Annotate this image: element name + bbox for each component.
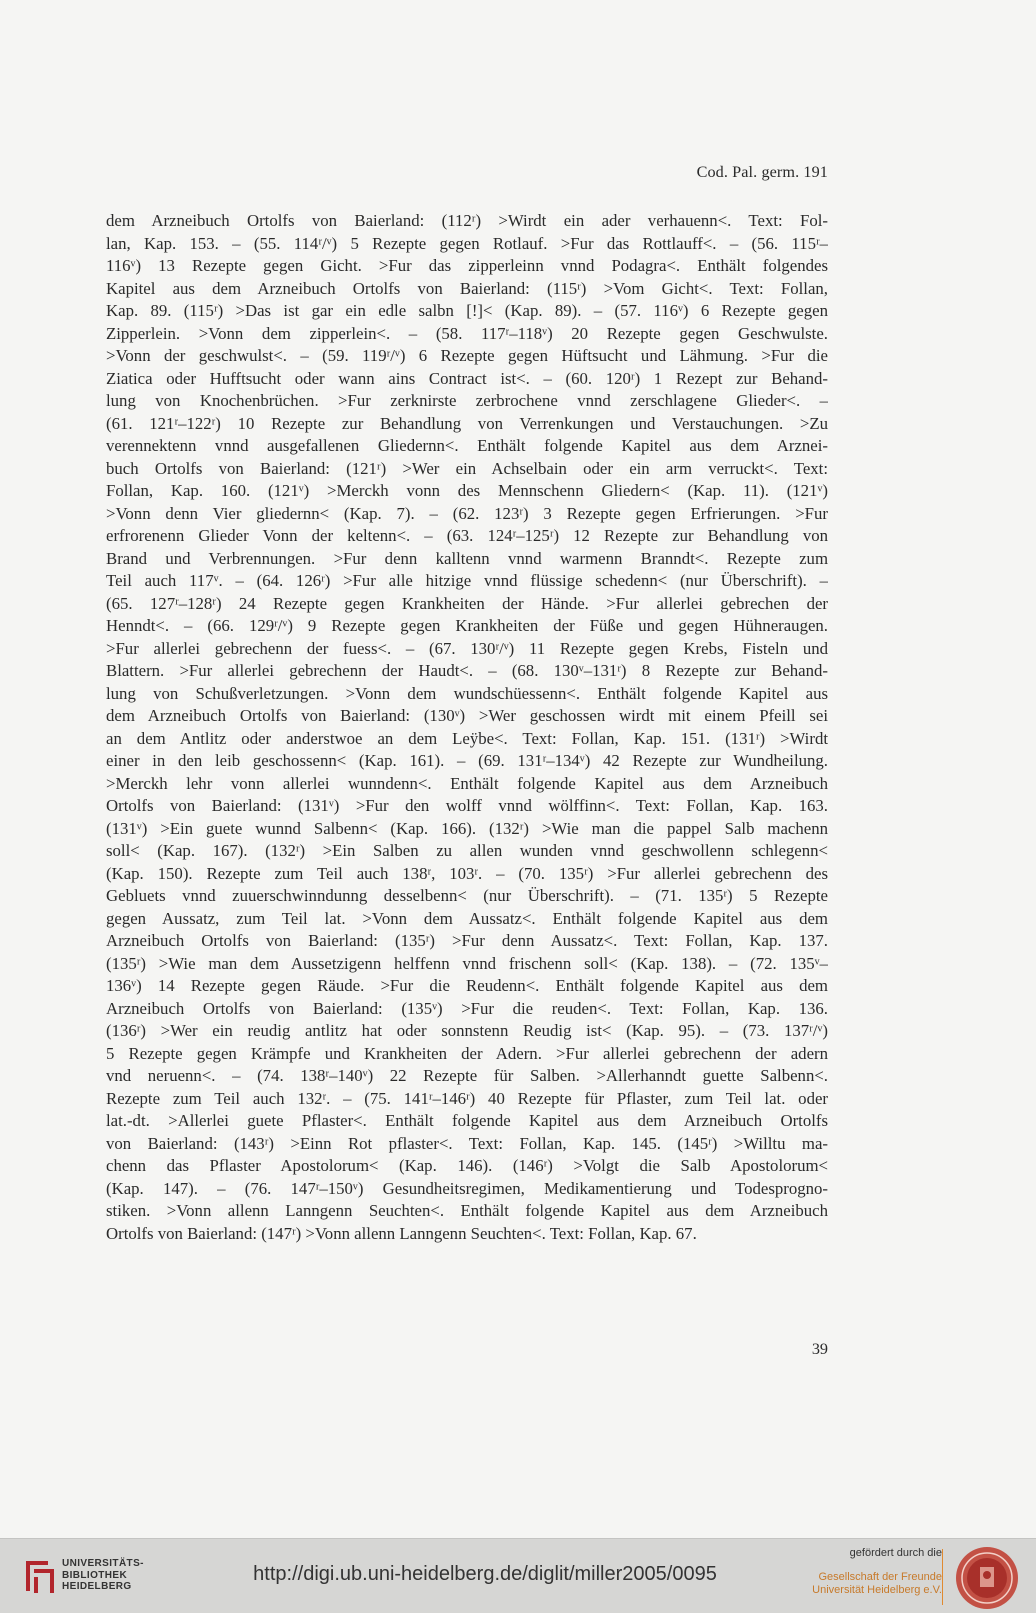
library-name-line: BIBLIOTHEK xyxy=(62,1569,128,1581)
text-line: Rezepte zum Teil auch 132ʳ. – (75. 141ʳ–146ʳ) 40 Rezepte für Pflaster, zum Teil lat. oder xyxy=(106,1088,828,1108)
library-name-line: HEIDELBERG xyxy=(62,1581,132,1592)
university-seal-icon xyxy=(954,1545,1020,1611)
text-line: stiken. >Vonn allenn Lanngenn Seuchten<. Enthält folgende Kapitel aus dem Arzneibuch xyxy=(106,1201,828,1220)
text-line: lung von Knochenbrüchen. >Fur zerknirste zerbrochene vnnd zerschlagene Glieder<. – xyxy=(106,391,828,410)
running-head: Cod. Pal. germ. 191 xyxy=(696,163,828,181)
text-line: soll< (Kap. 167). (132ʳ) >Ein Salben zu allen wunden vnnd geschwollenn schlegenn< xyxy=(106,841,828,860)
text-line: Arzneibuch Ortolfs von Baierland: (135ʳ) >Fur denn Aussatz<. Text: Follan, Kap. 137. xyxy=(106,931,828,950)
text-line: Kap. 89. (115ʳ) >Das ist gar ein edle salbn [!]< (Kap. 89). – (57. 116ᵛ) 6 Rezepte gegen xyxy=(106,301,828,320)
text-line: Brand und Verbrennungen. >Fur denn kalltenn vnnd warmenn Branndt<. Rezepte zum xyxy=(106,548,828,568)
text-line: lung von Schußverletzungen. >Vonn dem wundschüessenn<. Enthält folgende Kapitel aus xyxy=(106,683,828,703)
footer-bar xyxy=(0,1538,1036,1613)
body-text xyxy=(106,210,828,1245)
ub-heidelberg-logo-icon xyxy=(22,1557,58,1597)
text-line: lan, Kap. 153. – (55. 114ʳ/ᵛ) 5 Rezepte gegen Rotlauf. >Fur das Rottlauff<. – (56. 115ʳ– xyxy=(106,233,828,253)
text-line: (65. 127ʳ–128ʳ) 24 Rezepte gegen Krankheiten der Hände. >Fur allerlei gebrechen der xyxy=(106,593,828,613)
text-line: >Fur allerlei gebrechenn der fuess<. – (67. 130ʳ/ᵛ) 11 Rezepte gegen Krebs, Fisteln und xyxy=(106,638,828,658)
text-line: Arzneibuch Ortolfs von Baierland: (135ᵛ) >Fur die reuden<. Text: Follan, Kap. 136. xyxy=(106,998,828,1018)
text-line: einer in den leib geschossenn< (Kap. 161). – (69. 131ʳ–134ᵛ) 42 Rezepte zur Wundheilung. xyxy=(106,751,828,770)
text-line: von Baierland: (143ʳ) >Einn Rot pflaster<. Text: Follan, Kap. 145. (145ʳ) >Willtu ma- xyxy=(106,1133,828,1153)
text-line: 116ᵛ) 13 Rezepte gegen Gicht. >Fur das zipperleinn vnnd Podagra<. Enthält folgendes xyxy=(106,256,828,275)
funded-by-label: gefördert durch die xyxy=(849,1547,942,1559)
text-line: >Vonn der geschwulst<. – (59. 119ʳ/ᵛ) 6 Rezepte gegen Hüftsucht und Lähmung. >Fur die xyxy=(106,346,828,365)
funder-divider xyxy=(942,1549,943,1605)
funder-name-line: Universität Heidelberg e.V. xyxy=(812,1584,942,1596)
text-line: Gebluets vnnd zuuerschwinndunng desselbenn< (nur Überschrift). – (71. 135ʳ) 5 Rezepte xyxy=(106,886,828,905)
text-line: Teil auch 117ᵛ. – (64. 126ʳ) >Fur alle hitzige vnnd flüssige schedenn< (nur Überschrift). – xyxy=(106,571,828,590)
text-line: Henndt<. – (66. 129ʳ/ᵛ) 9 Rezepte gegen Krankheiten der Füße und gegen Hühneraugen. xyxy=(106,616,828,635)
text-line: Zipperlein. >Vonn dem zipperlein<. – (58. 117ʳ–118ᵛ) 20 Rezepte gegen Geschwulste. xyxy=(106,323,828,343)
permalink-url[interactable]: http://digi.ub.uni-heidelberg.de/diglit/miller2005/0095 xyxy=(253,1563,717,1585)
text-line: lat.-dt. >Allerlei guete Pflaster<. Enthält folgende Kapitel aus dem Arzneibuch Ortolfs xyxy=(106,1111,828,1130)
text-line: (Kap. 150). Rezepte zum Teil auch 138ʳ, 103ʳ. – (70. 135ʳ) >Fur allerlei gebrechenn des xyxy=(106,863,828,883)
text-line: (61. 121ʳ–122ʳ) 10 Rezepte zur Behandlung von Verrenkungen und Verstauchungen. >Zu xyxy=(106,413,828,433)
text-line: Ortolfs von Baierland: (131ᵛ) >Fur den wolff vnnd wölffinn<. Text: Follan, Kap. 163. xyxy=(106,796,828,815)
text-line: verennektenn vnnd ausgefallenen Gliedernn<. Enthält folgende Kapitel aus dem Arznei- xyxy=(106,436,828,455)
text-line: (136ʳ) >Wer ein reudig antlitz hat oder sonnstenn Reudig ist< (Kap. 95). – (73. 137ʳ/ᵛ) xyxy=(106,1021,828,1040)
library-name[interactable] xyxy=(62,1558,144,1593)
text-line: Ortolfs von Baierland: (147ʳ) >Vonn allenn Lanngenn Seuchten<. Text: Follan, Kap. 67. xyxy=(106,1223,697,1243)
text-line: dem Arzneibuch Ortolfs von Baierland: (112ʳ) >Wirdt ein ader verhauenn<. Text: Fol- xyxy=(106,211,828,230)
text-line: an dem Antlitz oder anderstwoe an dem Leÿbe<. Text: Follan, Kap. 151. (131ʳ) >Wirdt xyxy=(106,728,828,748)
text-line: (Kap. 147). – (76. 147ʳ–150ᵛ) Gesundheitsregimen, Medikamentierung und Todesprogno- xyxy=(106,1178,828,1198)
text-line: gegen Aussatz, zum Teil lat. >Vonn dem Aussatz<. Enthält folgende Kapitel aus dem xyxy=(106,908,828,928)
text-line: Blattern. >Fur allerlei gebrechenn der Haudt<. – (68. 130ᵛ–131ʳ) 8 Rezepte zur Behand- xyxy=(106,661,828,680)
text-line: vnd neruenn<. – (74. 138ʳ–140ᵛ) 22 Rezepte für Salben. >Allerhanndt guette Salbenn<. xyxy=(106,1066,828,1085)
text-line: 5 Rezepte gegen Krämpfe und Krankheiten der Adern. >Fur allerlei gebrechenn der adern xyxy=(106,1043,828,1063)
text-line: >Vonn denn Vier gliedernn< (Kap. 7). – (62. 123ʳ) 3 Rezepte gegen Erfrierungen. >Fur xyxy=(106,503,828,523)
text-line: Kapitel aus dem Arzneibuch Ortolfs von Baierland: (115ʳ) >Vom Gicht<. Text: Follan, xyxy=(106,278,828,298)
text-line: (131ᵛ) >Ein guete wunnd Salbenn< (Kap. 166). (132ʳ) >Wie man die pappel Salb machenn xyxy=(106,818,828,838)
page-number: 39 xyxy=(811,1340,828,1358)
funder-name-line: Gesellschaft der Freunde xyxy=(818,1571,942,1583)
text-line: >Merckh lehr vonn allerlei wunndenn<. Enthält folgende Kapitel aus dem Arzneibuch xyxy=(106,773,828,793)
library-name-line: UNIVERSITÄTS- xyxy=(62,1558,144,1569)
text-line: buch Ortolfs von Baierland: (121ʳ) >Wer ein Achselbain oder ein arm verruckt<. Text: xyxy=(106,458,828,478)
text-line: dem Arzneibuch Ortolfs von Baierland: (130ᵛ) >Wer geschossen wirdt mit einem Pfeill sei xyxy=(106,706,828,725)
text-line: chenn das Pflaster Apostolorum< (Kap. 146). (146ʳ) >Volgt die Salb Apostolorum< xyxy=(106,1156,828,1175)
text-line: erfrorenenn Glieder Vonn der keltenn<. – (63. 124ʳ–125ʳ) 12 Rezepte zur Behandlung von xyxy=(106,526,828,545)
text-line: Ziatica oder Hufftsucht oder wann ains Contract ist<. – (60. 120ʳ) 1 Rezept zur Behand- xyxy=(106,368,828,388)
text-line: 136ᵛ) 14 Rezepte gegen Räude. >Fur die Reudenn<. Enthält folgende Kapitel aus dem xyxy=(106,976,828,995)
funder-block[interactable] xyxy=(798,1547,942,1597)
text-line: Follan, Kap. 160. (121ᵛ) >Merckh vonn des Mennschenn Gliedern< (Kap. 11). (121ᵛ) xyxy=(106,481,828,500)
text-line: (135ʳ) >Wie man dem Aussetzigenn helffenn vnnd frischenn soll< (Kap. 138). – (72. 135ᵛ– xyxy=(106,953,828,973)
